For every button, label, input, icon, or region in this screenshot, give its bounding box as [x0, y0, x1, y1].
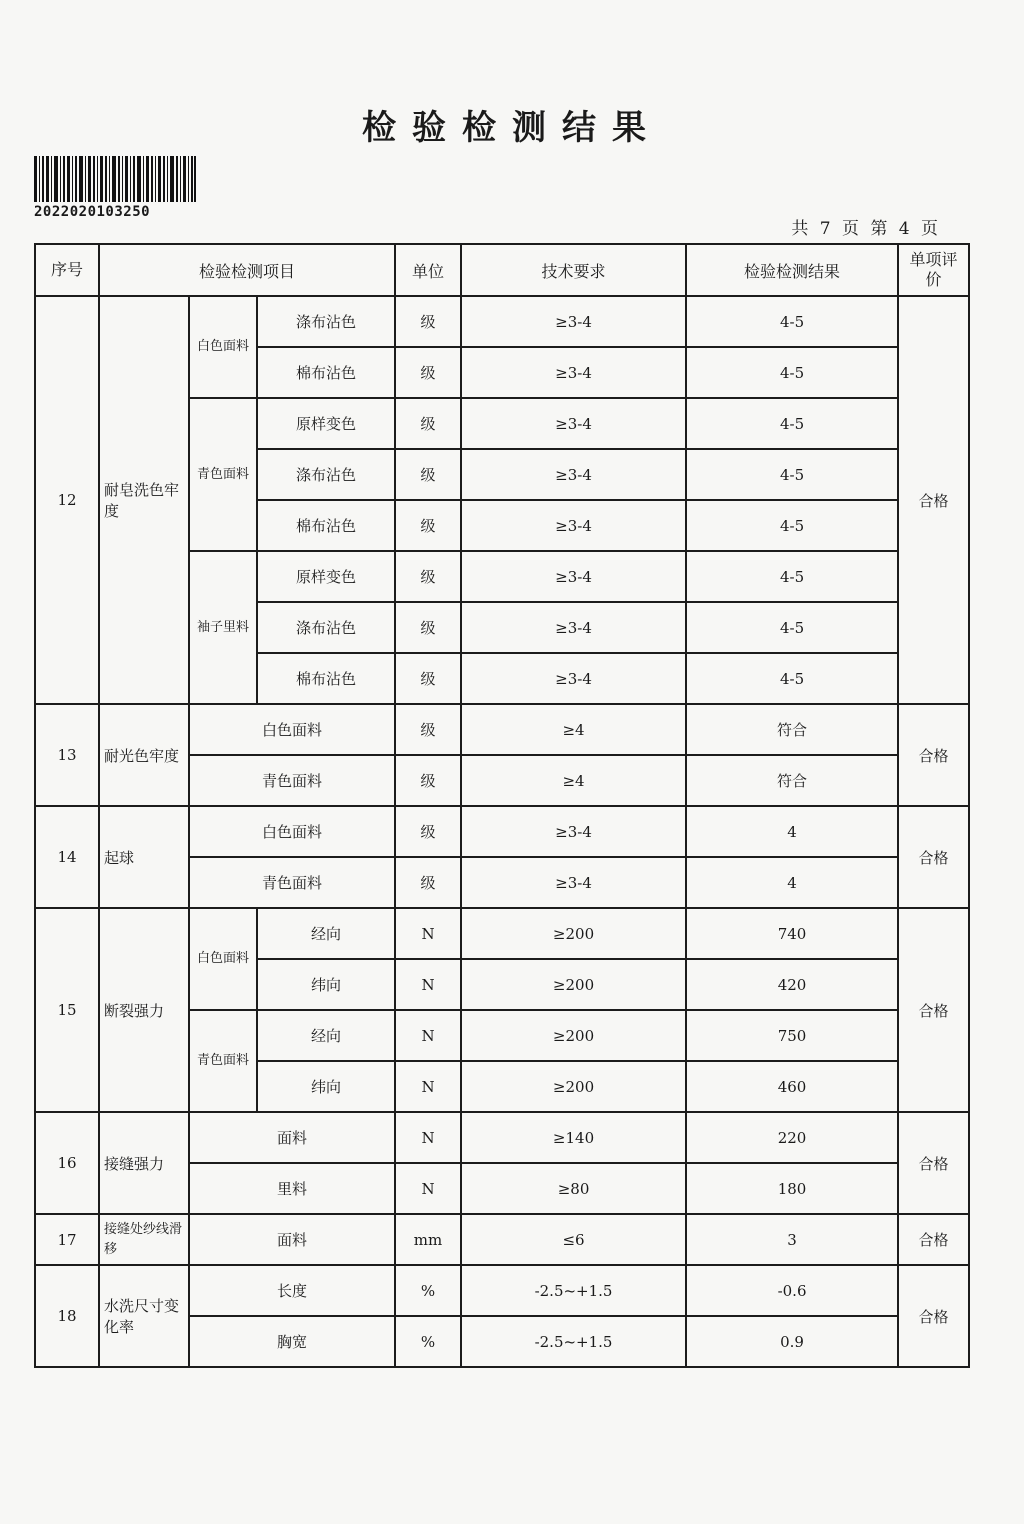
result-cell: 4-5: [686, 602, 898, 653]
group-cell: 白色面料: [189, 296, 257, 398]
result-cell: 符合: [686, 704, 898, 755]
result-cell: 3: [686, 1214, 898, 1265]
sub-item-cell: 经向: [257, 908, 395, 959]
group-cell: 袖子里料: [189, 551, 257, 704]
result-cell: 420: [686, 959, 898, 1010]
item-cell: 耐皂洗色牢度: [99, 296, 189, 704]
requirement-cell: ≥3-4: [461, 806, 686, 857]
requirement-cell: -2.5~+1.5: [461, 1316, 686, 1367]
result-cell: 4: [686, 806, 898, 857]
result-cell: 220: [686, 1112, 898, 1163]
result-cell: 0.9: [686, 1316, 898, 1367]
result-cell: 4-5: [686, 449, 898, 500]
sub-item-cell: 涤布沾色: [257, 449, 395, 500]
header-unit: 单位: [395, 244, 461, 296]
seq-cell: 17: [35, 1214, 99, 1265]
header-evaluation: 单项评价: [898, 244, 969, 296]
item-cell: 起球: [99, 806, 189, 908]
result-cell: 4-5: [686, 398, 898, 449]
seq-cell: 16: [35, 1112, 99, 1214]
requirement-cell: ≥3-4: [461, 857, 686, 908]
sub-item-cell: 长度: [189, 1265, 395, 1316]
unit-cell: 级: [395, 551, 461, 602]
unit-cell: mm: [395, 1214, 461, 1265]
unit-cell: 级: [395, 602, 461, 653]
unit-cell: 级: [395, 704, 461, 755]
sub-item-cell: 棉布沾色: [257, 653, 395, 704]
sub-item-cell: 经向: [257, 1010, 395, 1061]
result-cell: 4-5: [686, 347, 898, 398]
results-table: [34, 243, 970, 1368]
requirement-cell: ≥200: [461, 908, 686, 959]
group-cell: 白色面料: [189, 908, 257, 1010]
sub-item-cell: 涤布沾色: [257, 602, 395, 653]
page-info: 共 7 页 第 4 页: [791, 219, 938, 239]
result-cell: 180: [686, 1163, 898, 1214]
requirement-cell: ≥3-4: [461, 653, 686, 704]
evaluation-cell: 合格: [898, 296, 969, 704]
sub-item-cell: 青色面料: [189, 755, 395, 806]
requirement-cell: ≤6: [461, 1214, 686, 1265]
item-cell: 耐光色牢度: [99, 704, 189, 806]
group-cell: 青色面料: [189, 1010, 257, 1112]
header-requirement: 技术要求: [461, 244, 686, 296]
result-cell: 4-5: [686, 551, 898, 602]
unit-cell: 级: [395, 806, 461, 857]
seq-cell: 12: [35, 296, 99, 704]
requirement-cell: ≥3-4: [461, 347, 686, 398]
requirement-cell: -2.5~+1.5: [461, 1265, 686, 1316]
table-row: [35, 296, 969, 347]
unit-cell: 级: [395, 500, 461, 551]
unit-cell: N: [395, 1010, 461, 1061]
evaluation-cell: 合格: [898, 1112, 969, 1214]
result-cell: 4-5: [686, 653, 898, 704]
sub-item-cell: 棉布沾色: [257, 500, 395, 551]
unit-cell: 级: [395, 347, 461, 398]
unit-cell: N: [395, 908, 461, 959]
seq-cell: 15: [35, 908, 99, 1112]
result-cell: 460: [686, 1061, 898, 1112]
table-row: [35, 704, 969, 755]
sub-item-cell: 白色面料: [189, 806, 395, 857]
requirement-cell: ≥3-4: [461, 551, 686, 602]
unit-cell: 级: [395, 449, 461, 500]
requirement-cell: ≥3-4: [461, 449, 686, 500]
sub-item-cell: 胸宽: [189, 1316, 395, 1367]
barcode-number: 2022020103250: [34, 204, 151, 220]
requirement-cell: ≥4: [461, 755, 686, 806]
result-cell: 740: [686, 908, 898, 959]
sub-item-cell: 里料: [189, 1163, 395, 1214]
evaluation-cell: 合格: [898, 1265, 969, 1367]
requirement-cell: ≥80: [461, 1163, 686, 1214]
result-cell: 4-5: [686, 296, 898, 347]
sub-item-cell: 原样变色: [257, 398, 395, 449]
item-cell: 水洗尺寸变化率: [99, 1265, 189, 1367]
unit-cell: %: [395, 1265, 461, 1316]
requirement-cell: ≥3-4: [461, 296, 686, 347]
evaluation-cell: 合格: [898, 704, 969, 806]
requirement-cell: ≥200: [461, 1010, 686, 1061]
sub-item-cell: 白色面料: [189, 704, 395, 755]
evaluation-cell: 合格: [898, 806, 969, 908]
requirement-cell: ≥3-4: [461, 500, 686, 551]
item-cell: 接缝处纱线滑移: [99, 1214, 189, 1265]
result-cell: -0.6: [686, 1265, 898, 1316]
table-row: [35, 1265, 969, 1316]
item-cell: 接缝强力: [99, 1112, 189, 1214]
header-seq: 序号: [35, 244, 99, 296]
sub-item-cell: 原样变色: [257, 551, 395, 602]
sub-item-cell: 纬向: [257, 959, 395, 1010]
table-header-row: [35, 244, 969, 296]
result-cell: 4-5: [686, 500, 898, 551]
item-cell: 断裂强力: [99, 908, 189, 1112]
unit-cell: N: [395, 1061, 461, 1112]
header-item: 检验检测项目: [99, 244, 395, 296]
requirement-cell: ≥3-4: [461, 602, 686, 653]
sub-item-cell: 涤布沾色: [257, 296, 395, 347]
requirement-cell: ≥4: [461, 704, 686, 755]
table-row: [35, 1214, 969, 1265]
requirement-cell: ≥200: [461, 1061, 686, 1112]
requirement-cell: ≥140: [461, 1112, 686, 1163]
sub-item-cell: 青色面料: [189, 857, 395, 908]
seq-cell: 18: [35, 1265, 99, 1367]
seq-cell: 14: [35, 806, 99, 908]
sub-item-cell: 面料: [189, 1112, 395, 1163]
evaluation-cell: 合格: [898, 908, 969, 1112]
requirement-cell: ≥3-4: [461, 398, 686, 449]
result-cell: 750: [686, 1010, 898, 1061]
unit-cell: 级: [395, 296, 461, 347]
evaluation-cell: 合格: [898, 1214, 969, 1265]
table-row: [35, 806, 969, 857]
seq-cell: 13: [35, 704, 99, 806]
result-cell: 符合: [686, 755, 898, 806]
group-cell: 青色面料: [189, 398, 257, 551]
page-title: 检验检测结果: [362, 108, 662, 148]
table-row: [35, 1112, 969, 1163]
unit-cell: 级: [395, 398, 461, 449]
unit-cell: 级: [395, 653, 461, 704]
unit-cell: N: [395, 1112, 461, 1163]
result-cell: 4: [686, 857, 898, 908]
barcode-icon: [34, 156, 196, 202]
sub-item-cell: 棉布沾色: [257, 347, 395, 398]
unit-cell: 级: [395, 755, 461, 806]
header-result: 检验检测结果: [686, 244, 898, 296]
unit-cell: %: [395, 1316, 461, 1367]
unit-cell: 级: [395, 857, 461, 908]
unit-cell: N: [395, 959, 461, 1010]
requirement-cell: ≥200: [461, 959, 686, 1010]
sub-item-cell: 面料: [189, 1214, 395, 1265]
unit-cell: N: [395, 1163, 461, 1214]
sub-item-cell: 纬向: [257, 1061, 395, 1112]
table-row: [35, 908, 969, 959]
